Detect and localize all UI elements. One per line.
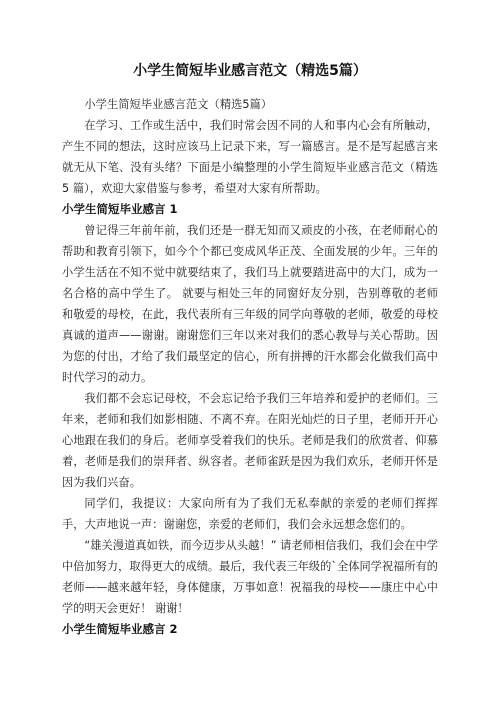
section-heading-1: 小学生简短毕业感言 1	[62, 202, 178, 216]
intro-paragraph: 在学习、工作或生活中，我们时常会因不同的人和事内心会有所触动，产生不同的想法，这时应该马上记录下来，写一篇感言。是不是写起感言来就无从下笔、没有头绪？下面是小编整理的小学生简短毕业感言范文（精选 5 篇），欢迎大家借鉴与参考，希望对大家有所帮助。	[62, 119, 438, 195]
section-1-paragraph-2: 我们都不会忘记母校，不会忘记给予我们三年培养和爱护的老师们。三年来，老师和我们如影相随、不离不弃。在阳光灿烂的日子里，老师开开心心地跟在我们的身后。老师享受着我们的快乐。老师是我们的欣赏者、仰慕着，老师是我们的崇拜者、纵容者。老师雀跃是因为我们欢乐，老师开怀是因为我们兴奋。	[62, 392, 438, 489]
document-title: 小学生简短毕业感言范文（精选5篇）	[133, 63, 367, 79]
section-1-paragraph-4: “雄关漫道真如铁，而今迈步从头越！” 请老师相信我们，我们会在中学中倍加努力，取得更大的成绩。最后，我代表三年级的`全体同学祝福所有的老师——越来越年轻，身体健康，万事如意！祝福我的母校——康庄中心中学的明天会更好！ 谢谢！	[62, 539, 438, 615]
section-1-paragraph-1: 曾记得三年前年前，我们还是一群无知而又顽皮的小孩，在老师耐心的帮助和教育引领下，如今个个都已变成风华正茂、全面发展的少年。三年的小学生活在不知不觉中就要结束了，我们马上就要踏进高中的大门，成为一名合格的高中学生了。 就要与相处三年的同窗好友分别，告别尊敬的老师和敬爱的母校，在此，我代表所有三年级的同学向尊敬的老师，敬爱的母校真诚的道声——谢谢。谢谢您们三年以来对我们的悉心教导与关心帮助。因为您的付出，才给了我们最坚定的信心，所有拼搏的汗水都会化做我们高中时代学习的动力。	[62, 224, 438, 384]
section-heading-2: 小学生简短毕业感言 2	[62, 622, 178, 636]
section-1-paragraph-3: 同学们，我提议：大家向所有为了我们无私奉献的亲爱的老师们挥挥手，大声地说一声：谢谢您，亲爱的老师们，我们会永远想念您们的。	[62, 497, 438, 531]
intro-subtitle: 小学生简短毕业感言范文（精选5篇）	[84, 98, 273, 111]
